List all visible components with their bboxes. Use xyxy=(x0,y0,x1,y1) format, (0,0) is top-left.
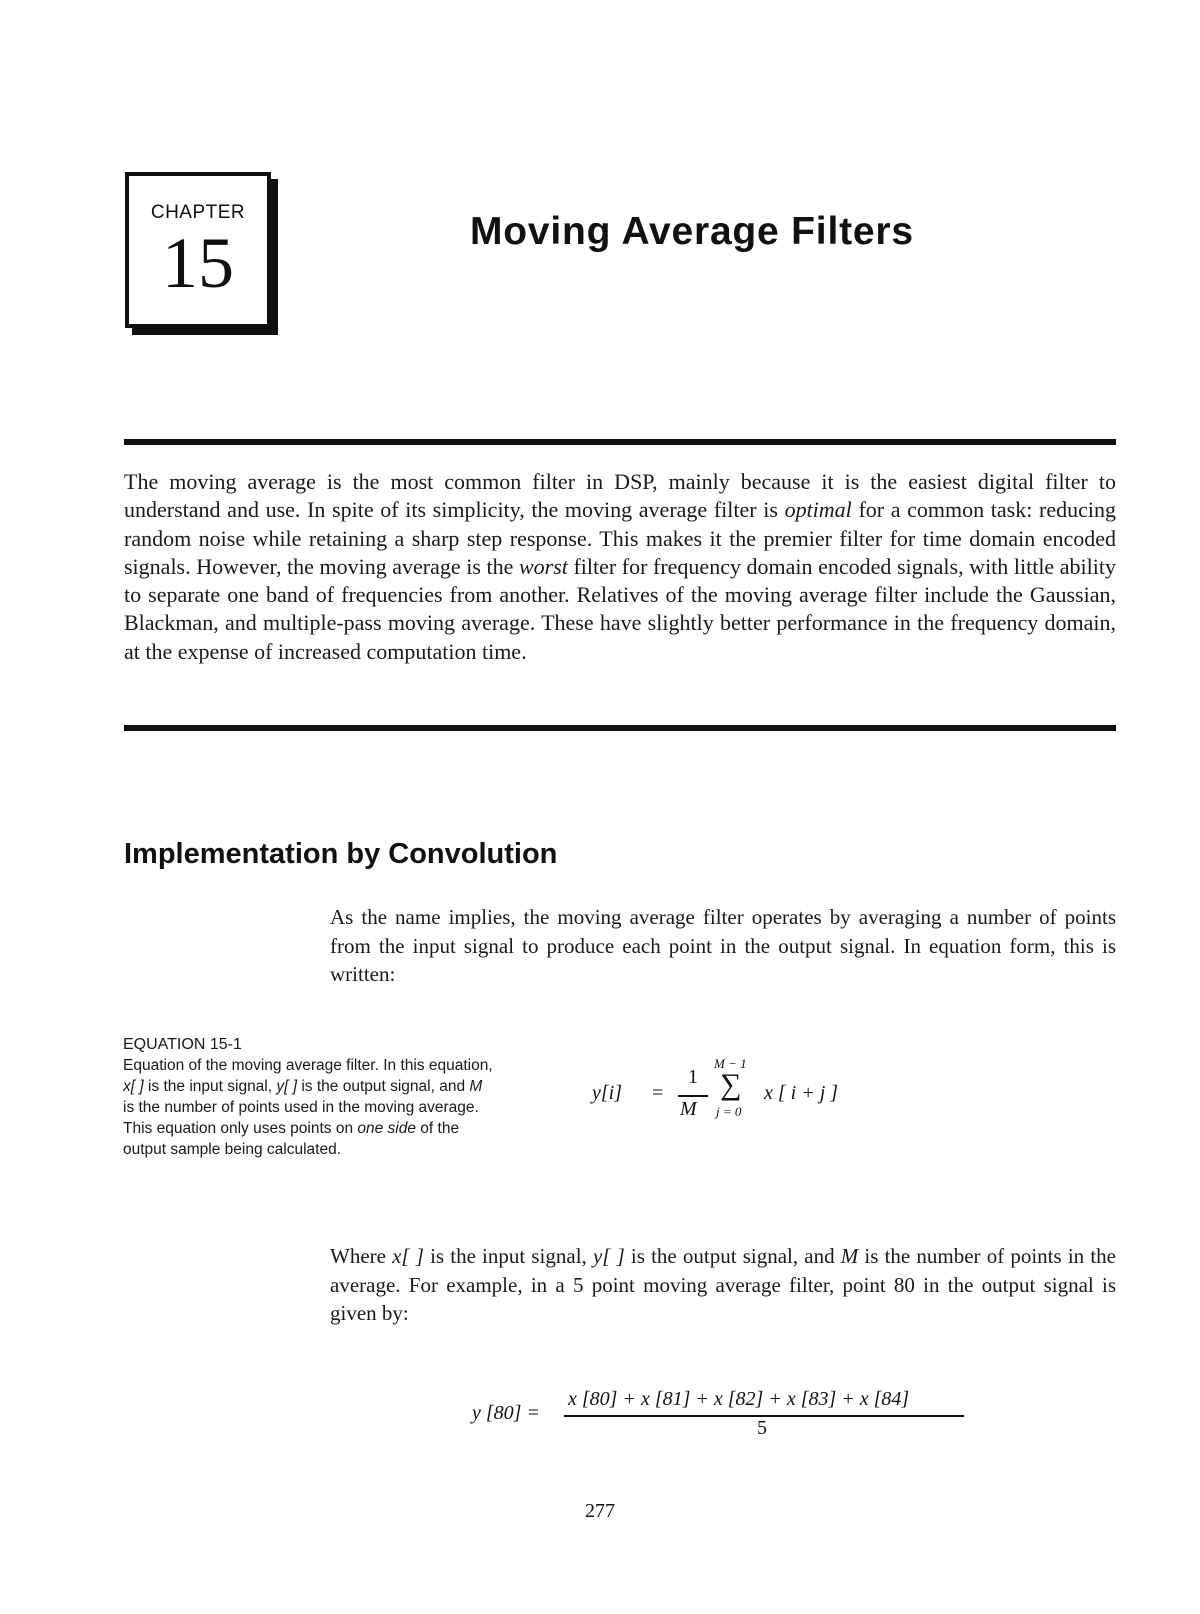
fraction-denominator: M xyxy=(680,1098,697,1120)
intro-text-1: The moving average is the most common filter in DSP, mainly because it is the easiest digital filter to understand and use. In spite of its simplicity, the moving average filter is xyxy=(124,469,1116,523)
chapter-title: Moving Average Filters xyxy=(470,210,914,253)
caption-text-b: is the input signal, xyxy=(143,1078,277,1095)
intro-emphasis-worst: worst xyxy=(518,553,568,579)
where-text-a: Where xyxy=(330,1244,393,1268)
bottom-rule xyxy=(124,725,1116,731)
caption-text-d: is the number of points used in the moving average. This equation only uses points on xyxy=(123,1099,479,1137)
caption-y-symbol: y[ ] xyxy=(276,1078,298,1095)
equation-caption xyxy=(123,1034,493,1160)
sum-upper-limit: M − 1 xyxy=(714,1056,747,1071)
body-paragraph-1: As the name implies, the moving average filter operates by averaging a number of points from the input signal to produce each point in the output signal. In equation form, this is written: xyxy=(330,905,1116,986)
intro-paragraph xyxy=(124,468,1116,666)
example-denominator: 5 xyxy=(757,1417,767,1439)
example-lhs: y [80] = xyxy=(472,1402,540,1424)
fraction-bar xyxy=(678,1095,708,1097)
top-rule xyxy=(124,439,1116,445)
caption-one-side: one side xyxy=(357,1120,416,1137)
equation-equals: = xyxy=(652,1082,664,1104)
caption-m-symbol: M xyxy=(469,1078,483,1095)
example-equation xyxy=(472,1388,972,1444)
sum-term: x [ i + j ] xyxy=(764,1082,839,1104)
caption-x-symbol: x[ ] xyxy=(123,1078,144,1095)
sigma-symbol: ∑ xyxy=(720,1068,742,1101)
fraction-numerator: 1 xyxy=(688,1066,698,1088)
equation-label: EQUATION 15-1 xyxy=(123,1036,242,1053)
chapter-number: 15 xyxy=(162,223,234,303)
equation-15-1 xyxy=(592,1056,852,1130)
intro-text-2: for a common task: reducing random noise while retaining a sharp step response. This makes it the premier filter for time domain encoded signals. However, the moving average is the xyxy=(124,497,1116,579)
intro-text-3: filter for frequency domain encoded signals, with little ability to separate one band of frequencies from another. Relatives of the moving average filter include the Gaussian, Blackman, and multiple-pass moving average. These have slightly better performance in the frequency domain, at the expense of increased computation time. xyxy=(124,553,1116,664)
body-paragraph-2 xyxy=(330,1242,1116,1328)
caption-text-a: Equation of the moving average filter. In this equation, xyxy=(123,1057,493,1074)
example-numerator: x [80] + x [81] + x [82] + x [83] + x [84] xyxy=(568,1388,910,1410)
page-number: 277 xyxy=(585,1500,615,1522)
where-text-b: is the input signal, xyxy=(423,1244,593,1268)
section-heading: Implementation by Convolution xyxy=(124,838,558,870)
where-y-symbol: y[ ] xyxy=(592,1244,625,1268)
where-m-symbol: M xyxy=(840,1244,859,1268)
where-text-d: is the number of points in the average. For example, in a 5 point moving average filter, point 80 in the output signal is given by: xyxy=(330,1244,1116,1325)
chapter-label: CHAPTER xyxy=(150,202,246,223)
equation-lhs: y[i] xyxy=(592,1082,622,1104)
intro-emphasis-optimal: optimal xyxy=(784,497,852,523)
sum-lower-limit: j = 0 xyxy=(716,1104,742,1119)
where-text-c: is the output signal, and xyxy=(624,1244,841,1268)
chapter-box xyxy=(125,172,271,328)
caption-text-e: of the output sample being calculated. xyxy=(123,1120,460,1158)
caption-text-c: is the output signal, and xyxy=(297,1078,470,1095)
where-x-symbol: x[ ] xyxy=(392,1244,424,1268)
